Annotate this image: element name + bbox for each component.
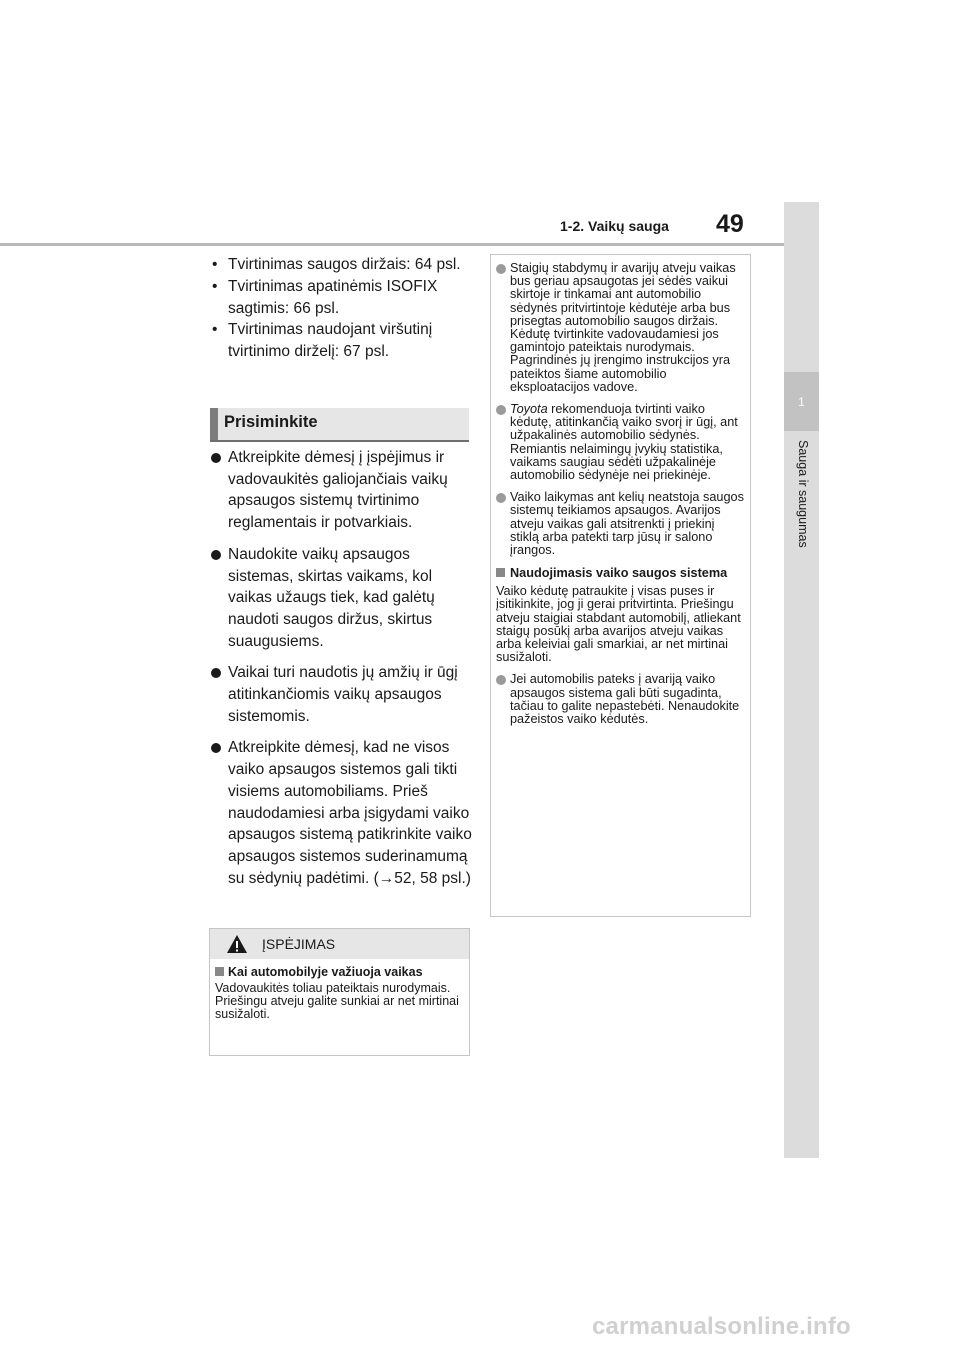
bullet-dot-icon <box>211 743 221 753</box>
list-item-text: Tvirtinimas saugos diržais: 64 psl. <box>228 256 461 273</box>
mounting-methods-list <box>210 254 470 363</box>
side-tab <box>784 202 819 1158</box>
list-item-text: Tvirtinimas naudojant viršutinį tvirtinimo dirželį: 67 psl. <box>228 321 433 361</box>
info-tip-text: rekomenduoja tvirtinti vaiko kėdutę, atitinkančią vaiko svorį ir ūgį, ant užpakalinės automobilio sėdynės. Remiantis nelaimingų įvykių statistika, vaikams saugiau sėdėti užpakalinėje automobilio sėdynėje nei priekinėje. <box>510 402 738 483</box>
list-item <box>210 276 470 320</box>
tip-item <box>210 447 472 534</box>
page-number: 49 <box>716 210 744 238</box>
bullet-circle-icon <box>496 405 506 415</box>
bullet-circle-icon <box>496 493 506 503</box>
info-tip <box>496 491 746 557</box>
info-tip <box>496 403 746 482</box>
bullet-circle-icon <box>496 675 506 685</box>
list-item <box>210 319 470 363</box>
info-tip-text: Staigių stabdymų ir avarijų atveju vaikas bus geriau apsaugotas jei sėdės vaikui skirtoje ir tinkamai ant automobilio sėdynės pritvirtintoje kėdutėje arba bus prisegtas automobilio saugos diržais. Kėdutę tvirtinkite vadovaudamiesi jos gamintojo pateiktais nurodymais. Pagrindinės jų įrengimo instrukcijos yra pateiktos šiame automobilio eksploatacijos vadove. <box>510 261 736 394</box>
warning-box <box>209 928 470 1056</box>
bullet: • <box>212 277 218 295</box>
warning-header <box>210 929 469 959</box>
bullet-dot-icon <box>211 453 221 463</box>
remember-heading-text: Prisiminkite <box>224 413 318 431</box>
heading-bar <box>210 408 218 440</box>
info-subheading-text: Naudojimasis vaiko saugos sistema <box>510 566 728 581</box>
info-tip-text: Jei automobilis pateks į avariją vaiko apsaugos sistema gali būti sugadinta, tačiau to galite nepastebėti. Nenaudokite pažeistos vaiko kėdutės. <box>510 672 740 727</box>
remember-tips <box>210 447 472 899</box>
tip-text: Vaikai turi naudotis jų amžių ir ūgį atitinkančiomis vaikų apsaugos sistemomis. <box>228 664 458 725</box>
tip-text: Atkreipkite dėmesį į įspėjimus ir vadovaukitės galiojančiais vaikų apsaugos sistemų tvirtinimo reglamentais ir potvarkiais. <box>228 449 448 532</box>
list-item-text: Tvirtinimas apatinėmis ISOFIX sagtimis: 66 psl. <box>228 277 438 317</box>
tip-text: Naudokite vaikų apsaugos sistemas, skirtas vaikams, kol vaikas užaugs tiek, kad galėtų naudoti saugos diržus, skirtus suaugusiems. <box>228 545 435 650</box>
tip-item <box>210 544 472 653</box>
info-box <box>490 254 751 917</box>
info-tip <box>496 673 746 726</box>
info-paragraph: Vaiko kėdutę patraukite į visas puses ir įsitikinkite, jog ji gerai pritvirtinta. Priešingu atveju staigiai stabdant automobilį, atliekant staigų posūkį arba avarijos atveju vaikas arba keleiviai gali smarkiai, ar net mirtinai susižaloti. <box>496 584 741 665</box>
bullet-circle-icon <box>496 264 506 274</box>
bullet-dot-icon <box>211 668 221 678</box>
square-bullet-icon <box>496 568 505 577</box>
warning-subheading-text: Kai automobilyje važiuoja vaikas <box>228 965 423 979</box>
square-bullet-icon <box>215 967 224 976</box>
warning-subheading <box>215 965 464 979</box>
header-rule <box>0 243 784 246</box>
remember-heading <box>210 408 469 442</box>
info-tip-text: Vaiko laikymas ant kelių neatstoja saugos sistemų teikiamos apsaugos. Avarijos atveju vaikas gali atsitrenkti į priekinį stiklą arba patekti tarp jūsų ir salono įrangos. <box>510 490 744 558</box>
tip-item <box>210 662 472 727</box>
bullet-dot-icon <box>211 550 221 560</box>
watermark-link[interactable]: carmanualsonline.info <box>592 1313 851 1340</box>
info-subheading <box>496 566 746 580</box>
bullet: • <box>212 321 218 339</box>
warning-title: ĮSPĖJIMAS <box>262 936 336 952</box>
section-title: 1-2. Vaikų sauga <box>560 218 669 234</box>
chapter-label: Sauga ir saugumas <box>796 440 810 548</box>
tip-text: Atkreipkite dėmesį, kad ne visos vaiko apsaugos sistemos gali tikti visiems automobiliams. Prieš naudodamiesi arba įsigydami vaiko apsaugos sistemą patikrinkite vaiko apsaugos sistemos suderinamumą su sėdynių padėtimi. (→52, 58 psl.) <box>228 739 472 887</box>
brand-name: Toyota <box>510 402 548 417</box>
list-item <box>210 254 470 276</box>
bullet: • <box>212 256 218 273</box>
tip-item <box>210 737 472 889</box>
warning-text: Vadovaukitės toliau pateiktais nurodymais. Priešingu atveju galite sunkiai ar net mirtinai susižaloti. <box>215 981 459 1021</box>
chapter-number: 1 <box>784 372 819 431</box>
info-tip <box>496 262 746 394</box>
warning-triangle-icon <box>226 934 248 954</box>
